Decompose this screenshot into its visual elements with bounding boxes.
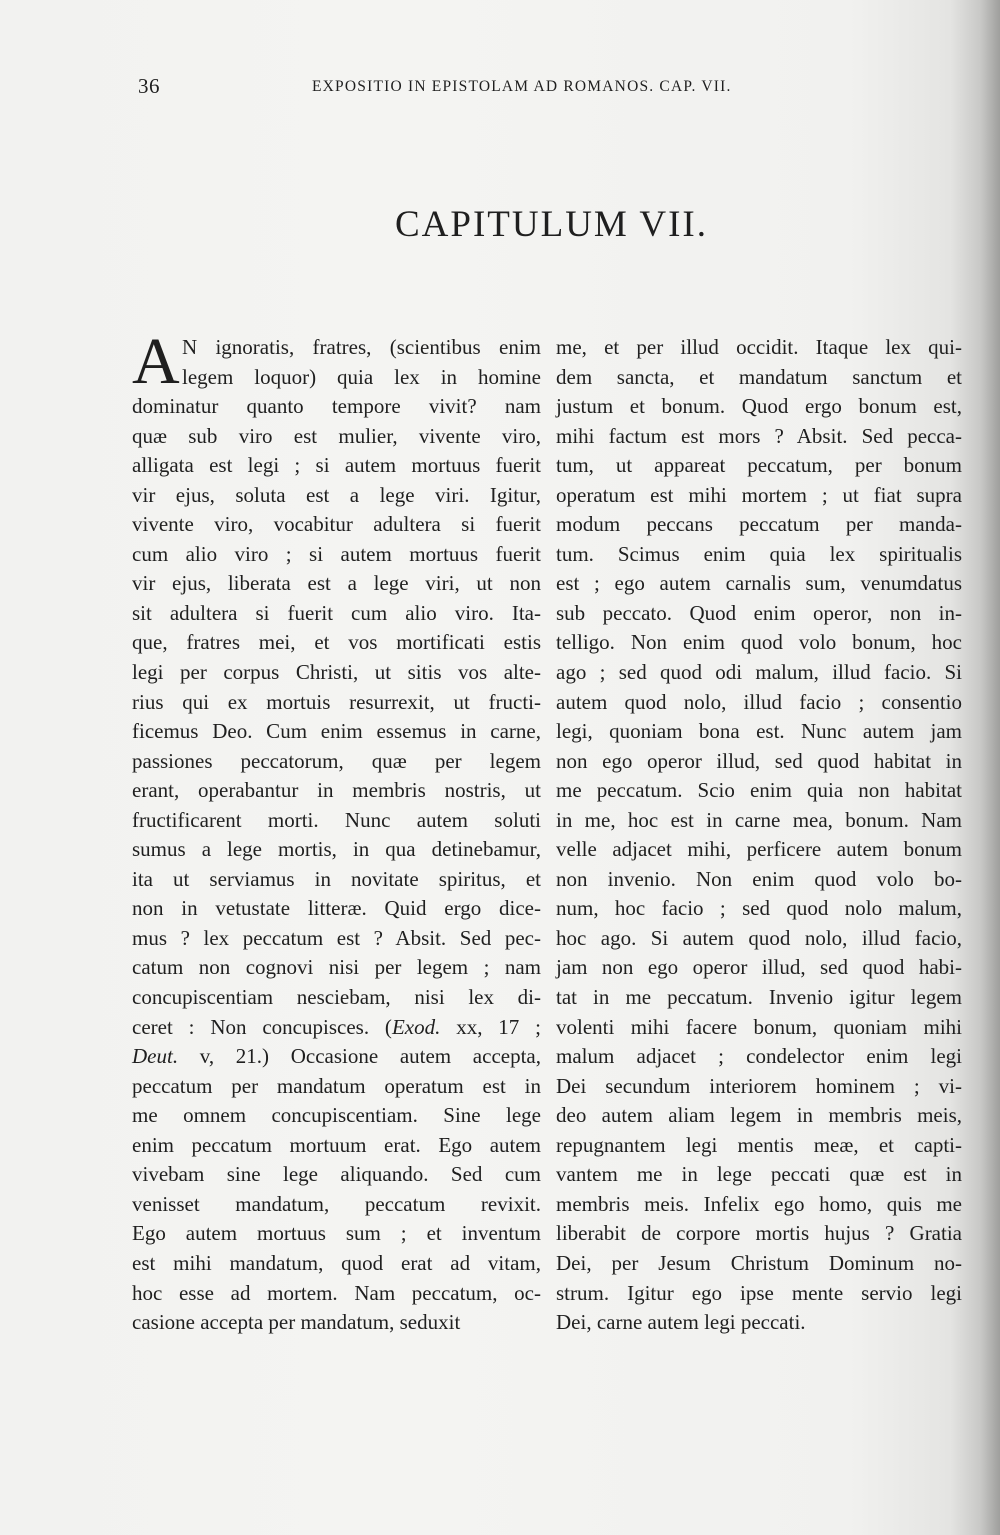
text-line: venisset mandatum, peccatum revixit. [132,1191,541,1216]
drop-cap: A [132,325,180,398]
text-line: vivebam sine lege aliquando. Sed cum [132,1162,541,1187]
text-line: volenti mihi facere bonum, quoniam mihi [556,1014,962,1039]
text-line: me omnem concupiscentiam. Sine lege [132,1103,541,1128]
text-line: tum. Scimus enim quia lex spiritualis [556,541,962,566]
text-line: autem quod nolo, illud facio ; consentio [556,689,962,714]
text-line: legi per corpus Christi, ut sitis vos alte- [132,660,541,685]
text-line: velle adjacet mihi, perficere autem bonum [556,837,962,862]
text-line: que, fratres mei, et vos mortificati estis [132,630,541,655]
text-line: rius qui ex mortuis resurrexit, ut fructi- [132,689,541,714]
chapter-title: CAPITULUM VII. [394,204,709,245]
page-number: 36 [138,74,160,98]
text-line: ita ut serviamus in novitate spiritus, et [132,866,541,891]
text-line: Dei, per Jesum Christum Dominum no- [556,1250,962,1275]
right-text-column [556,333,962,1338]
text-line: casione accepta per mandatum, seduxit [132,1310,461,1335]
text-line: enim peccatum mortuum erat. Ego autem [132,1132,541,1157]
text-line: Deut. v, 21.) Occasione autem accepta, [132,1044,541,1069]
text-line: passiones peccatorum, quæ per legem [132,748,541,773]
text-line: justum et bonum. Quod ergo bonum est, [556,394,962,419]
text-line: vantem me in lege peccati quæ est in [556,1162,962,1187]
text-line: malum adjacet ; condelector enim legi [556,1044,962,1069]
text-line: fructificarent morti. Nunc autem soluti [132,807,541,832]
text-line: dominatur quanto tempore vivit? nam [132,394,541,419]
text-line: mihi factum est mors ? Absit. Sed pecca- [556,423,962,448]
running-head: EXPOSITIO IN EPISTOLAM AD ROMANOS. CAP. VII. [312,78,732,95]
text-line: ago ; sed quod odi malum, illud facio. Si [556,660,962,685]
text-line: peccatum per mandatum operatum est in [132,1073,541,1098]
text-line: liberabit de corpore mortis hujus ? Gratia [556,1221,962,1246]
text-line: tat in me peccatum. Invenio igitur legem [556,985,962,1010]
left-text-column [132,325,541,1338]
text-line: sit adultera si fuerit cum alio viro. Ita- [132,600,541,625]
text-line: catum non cognovi nisi per legem ; nam [132,955,541,980]
text-line: erant, operabantur in membris nostris, ut [132,778,541,803]
text-line: vivente viro, vocabitur adultera si fuerit [132,512,541,537]
text-line: est mihi mandatum, quod erat ad vitam, [132,1250,541,1275]
text-line: Dei secundum interiorem hominem ; vi- [556,1073,962,1098]
text-line: cum alio viro ; si autem mortuus fuerit [132,541,541,566]
text-line: me peccatum. Scio enim quia non habitat [556,778,962,803]
text-line: num, hoc facio ; sed quod nolo malum, [556,896,962,921]
text-line: operatum est mihi mortem ; ut fiat supra [556,482,962,507]
text-line: est ; ego autem carnalis sum, venumdatus [556,571,962,596]
text-line: ceret : Non concupisces. (Exod. xx, 17 ; [132,1014,541,1039]
text-line: dem sancta, et mandatum sanctum et [556,364,962,389]
text-line: legem loquor) quia lex in homine [182,364,541,389]
text-line: jam non ego operor illud, sed quod habi- [556,955,962,980]
text-line: non invenio. Non enim quod volo bo- [556,866,962,891]
text-line: Ego autem mortuus sum ; et inventum [132,1221,541,1246]
text-line: vir ejus, liberata est a lege viri, ut non [132,571,541,596]
text-line: modum peccans peccatum per manda- [556,512,962,537]
text-line: me, et per illud occidit. Itaque lex qui- [556,335,962,359]
text-line: sumus a lege mortis, in qua detinebamur, [132,837,541,862]
text-line: hoc esse ad mortem. Nam peccatum, oc- [132,1280,541,1305]
text-line: tum, ut appareat peccatum, per bonum [556,453,962,478]
text-line: ficemus Deo. Cum enim essemus in carne, [132,719,541,744]
text-line: mus ? lex peccatum est ? Absit. Sed pec- [132,925,541,950]
text-line: in me, hoc est in carne mea, bonum. Nam [556,807,962,832]
text-line: deo autem aliam legem in membris meis, [556,1103,962,1128]
text-line: vir ejus, soluta est a lege viri. Igitur, [132,482,541,507]
text-line: concupiscentiam nesciebam, nisi lex di- [132,985,541,1010]
text-line: membris meis. Infelix ego homo, quis me [556,1191,962,1216]
text-line: legi, quoniam bona est. Nunc autem jam [556,719,962,744]
text-line: non in vetustate litteræ. Quid ergo dice- [132,896,541,921]
text-line: N ignoratis, fratres, (scientibus enim [182,335,541,359]
text-line: hoc ago. Si autem quod nolo, illud facio, [556,925,962,950]
text-line: strum. Igitur ego ipse mente servio legi [556,1280,962,1305]
text-line: sub peccato. Quod enim operor, non in- [556,600,962,625]
text-line: quæ sub viro est mulier, vivente viro, [132,423,541,448]
text-line: alligata est legi ; si autem mortuus fuerit [132,453,541,478]
text-line: Dei, carne autem legi peccati. [556,1310,806,1335]
text-line: repugnantem legi mentis meæ, et capti- [556,1132,962,1157]
text-line: non ego operor illud, sed quod habitat in [556,748,962,773]
text-line: telligo. Non enim quod volo bonum, hoc [556,630,962,655]
